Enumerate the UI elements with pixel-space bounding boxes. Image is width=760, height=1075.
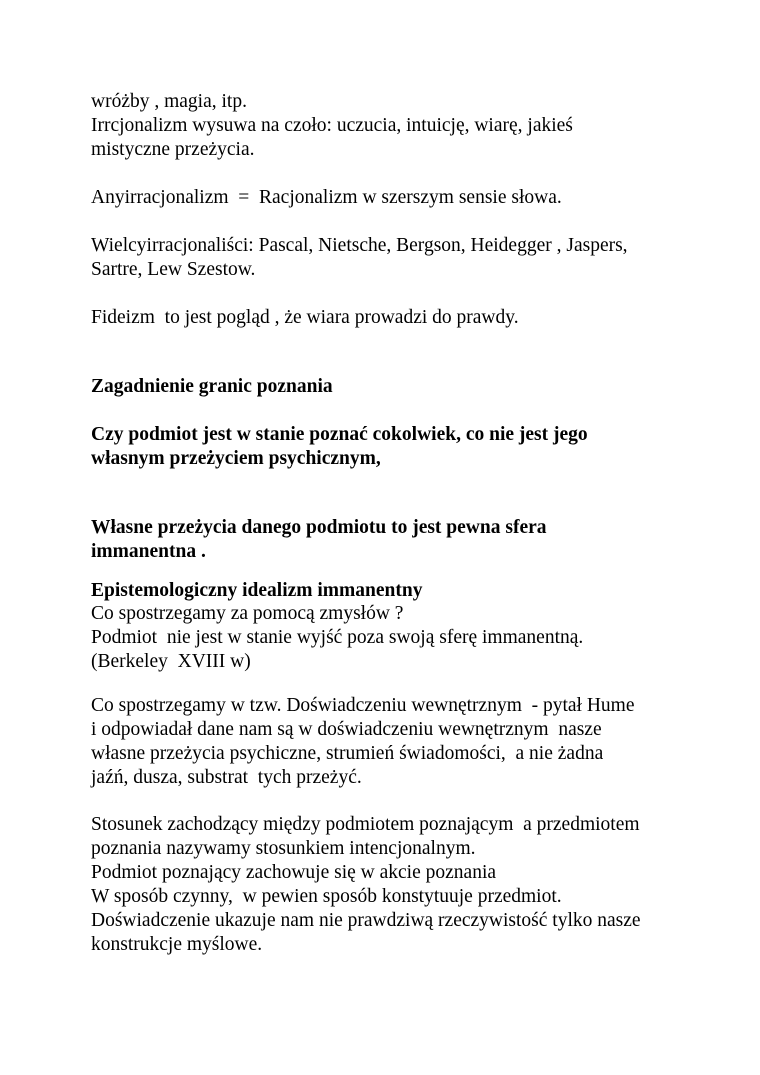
text-line: Anyirracjonalizm = Racjonalizm w szerszym sensie słowa.	[91, 187, 562, 208]
text-line: Co spostrzegamy w tzw. Doświadczeniu wewnętrznym - pytał Hume	[91, 695, 635, 716]
text-line: W sposób czynny, w pewien sposób konstytuuje przedmiot.	[91, 886, 562, 907]
bold-question-line: własnym przeżyciem psychicznym,	[91, 448, 381, 469]
text-line: Podmiot nie jest w stanie wyjść poza swoją sferę immanentną.	[91, 627, 584, 648]
bold-question-line: Czy podmiot jest w stanie poznać cokolwiek, co nie jest jego	[91, 424, 588, 445]
bold-statement-line: Własne przeżycia danego podmiotu to jest pewna sfera	[91, 517, 547, 538]
text-line: Irrcjonalizm wysuwa na czoło: uczucia, intuicję, wiarę, jakieś	[91, 115, 573, 136]
text-line: Sartre, Lew Szestow.	[91, 259, 256, 280]
bold-statement-line: immanentna .	[91, 541, 206, 562]
text-line: Podmiot poznający zachowuje się w akcie poznania	[91, 862, 497, 883]
text-line: wróżby , magia, itp.	[91, 91, 247, 112]
text-line: Wielcyirracjonaliści: Pascal, Nietsche, Bergson, Heidegger , Jaspers,	[91, 235, 628, 256]
text-line: poznania nazywamy stosunkiem intencjonalnym.	[91, 838, 476, 859]
section-heading: Zagadnienie granic poznania	[91, 376, 333, 397]
text-line: własne przeżycia psychiczne, strumień świadomości, a nie żadna	[91, 743, 604, 764]
subsection-heading: Epistemologiczny idealizm immanentny	[91, 580, 423, 601]
text-line: Fideizm to jest pogląd , że wiara prowadzi do prawdy.	[91, 307, 519, 328]
text-line: i odpowiadał dane nam są w doświadczeniu wewnętrznym nasze	[91, 719, 602, 740]
text-line: Co spostrzegamy za pomocą zmysłów ?	[91, 603, 404, 624]
text-line: konstrukcje myślowe.	[91, 934, 263, 955]
text-line: (Berkeley XVIII w)	[91, 651, 251, 672]
text-line: mistyczne przeżycia.	[91, 139, 255, 160]
text-line: Doświadczenie ukazuje nam nie prawdziwą rzeczywistość tylko nasze	[91, 910, 641, 931]
text-line: Stosunek zachodzący między podmiotem poznającym a przedmiotem	[91, 814, 640, 835]
text-line: jaźń, dusza, substrat tych przeżyć.	[91, 767, 362, 788]
